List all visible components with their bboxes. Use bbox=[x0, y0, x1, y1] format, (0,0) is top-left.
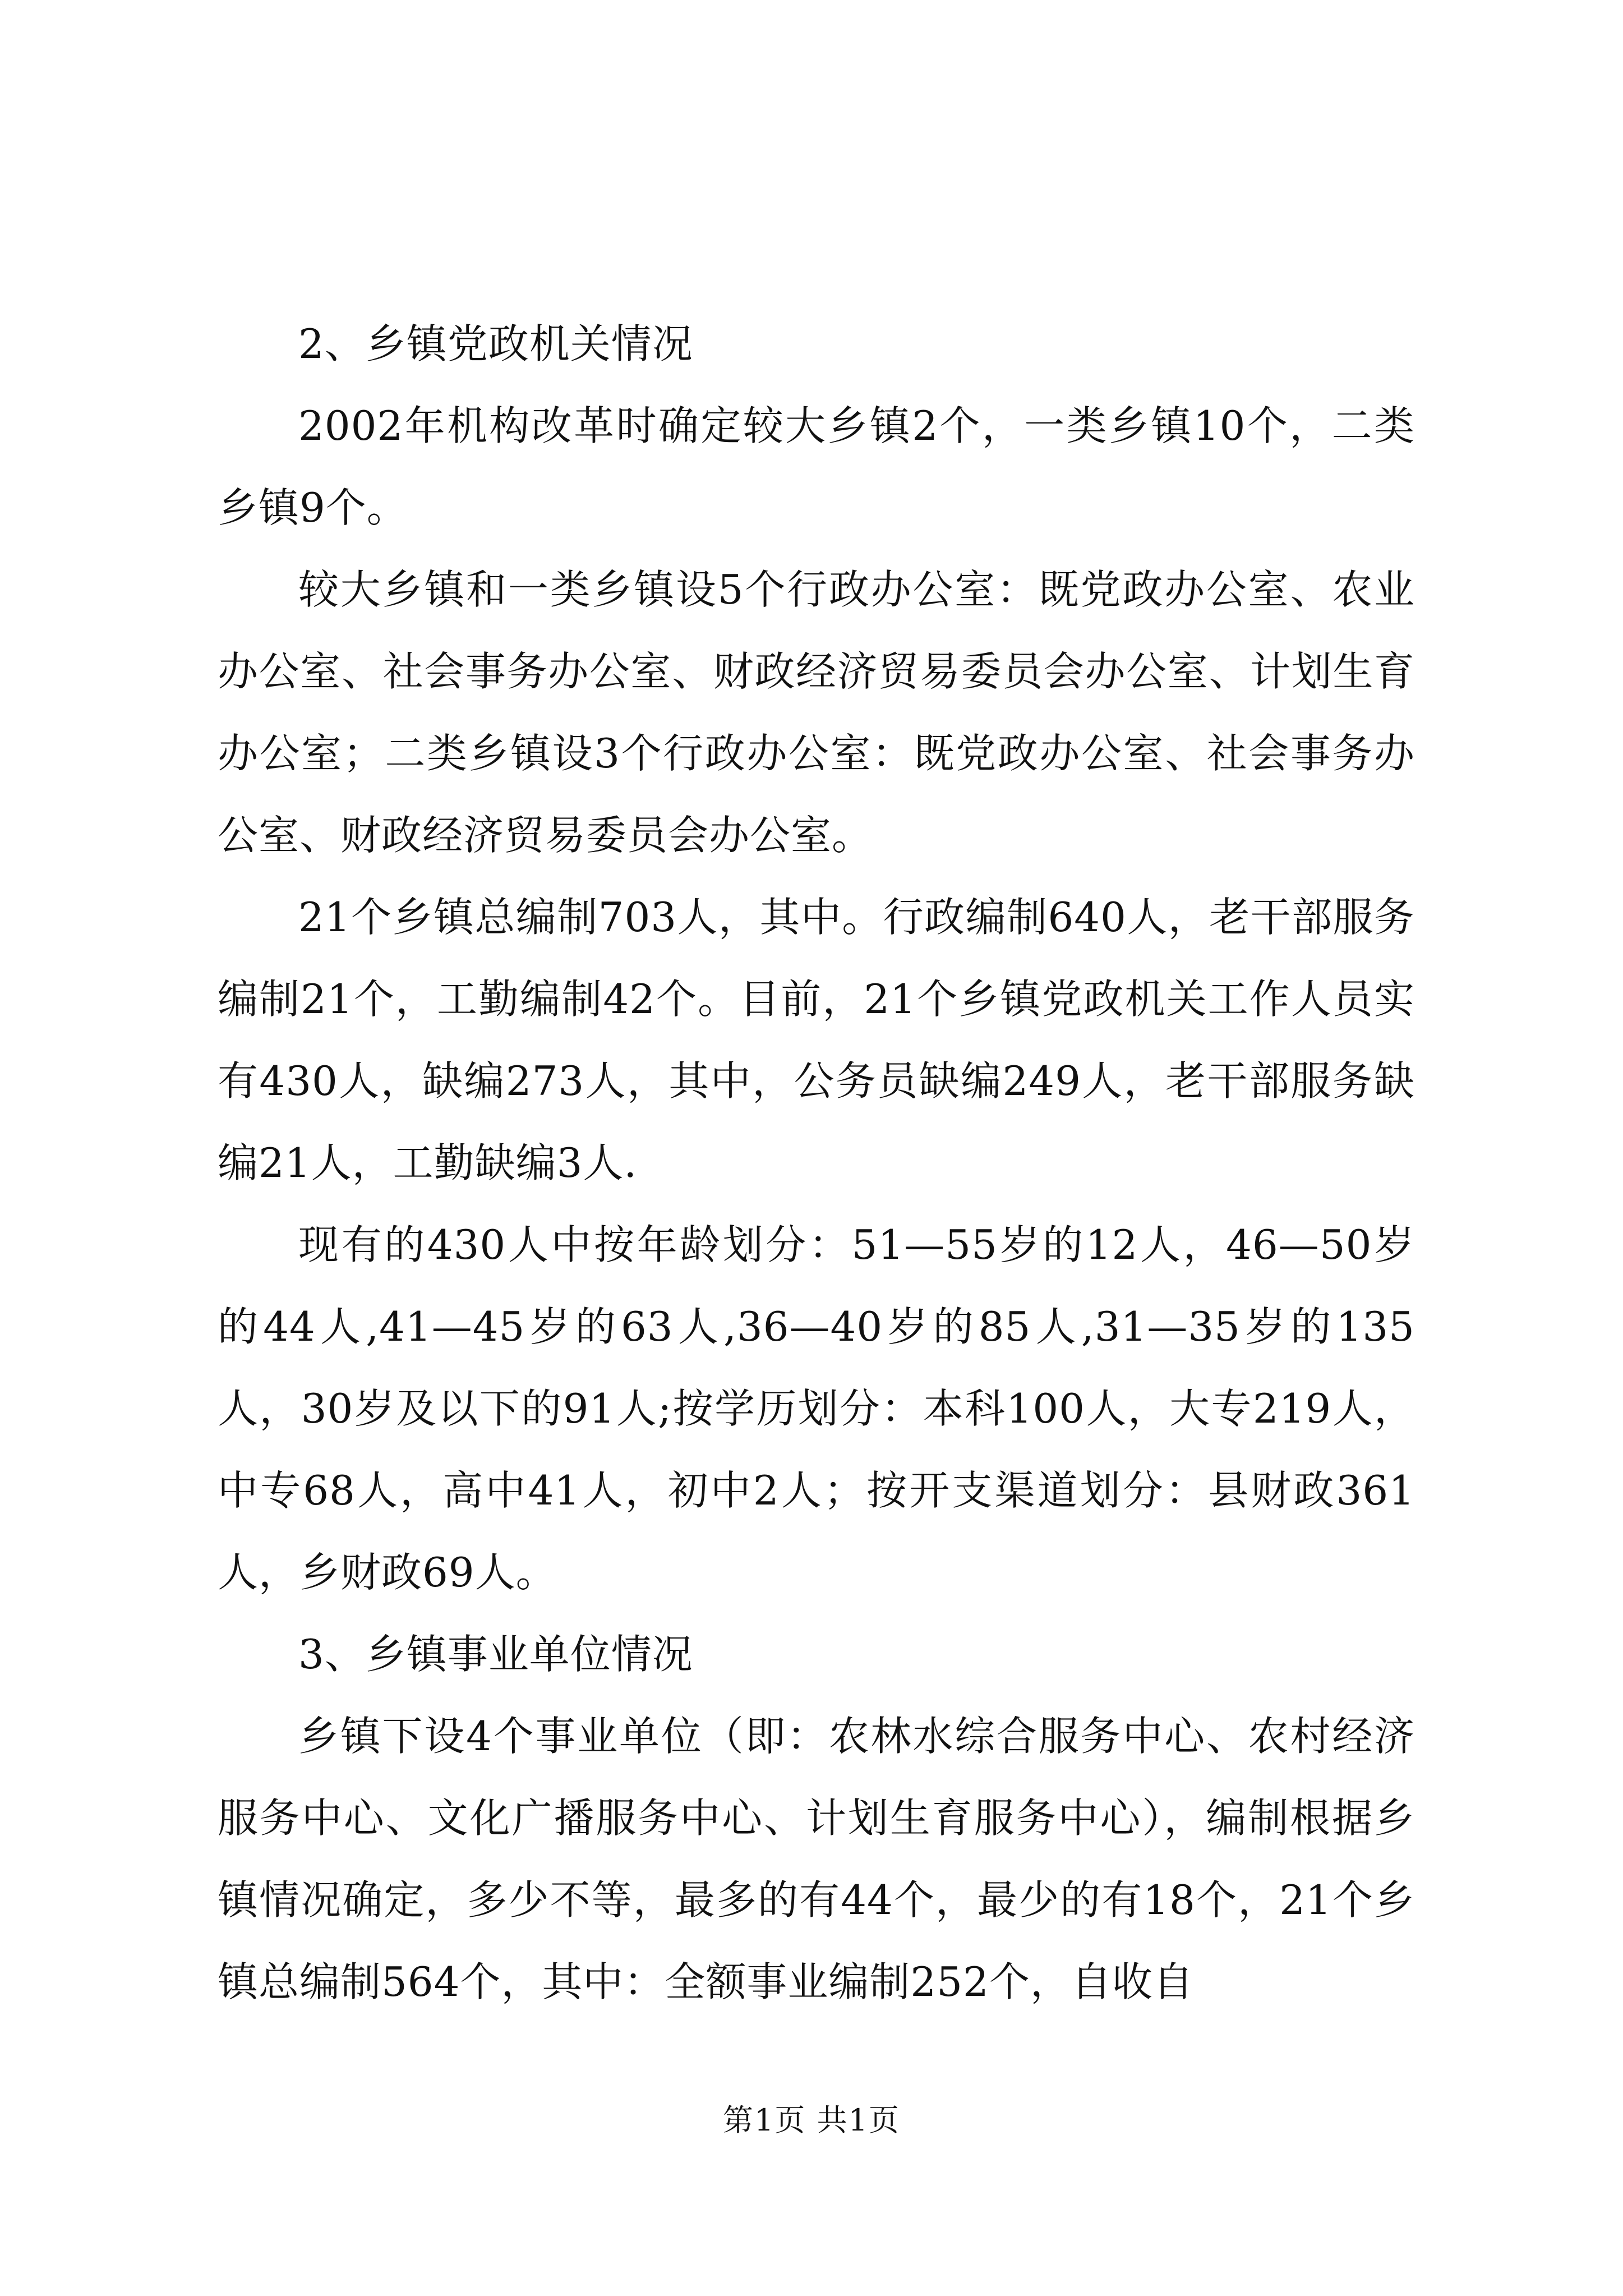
page-footer: 第1页 共1页 bbox=[723, 2102, 900, 2138]
document-body bbox=[218, 303, 1415, 2023]
paragraph-public-institutions: 乡镇下设4个事业单位（即：农林水综合服务中心、农村经济服务中心、文化广播服务中心、计划生育服务中心），编制根据乡镇情况确定，多少不等，最多的有44个，最少的有18个，21个乡镇总编制564个，其中：全额事业编制252个，自收自 bbox=[218, 1713, 1415, 2005]
paragraph-staffing: 21个乡镇总编制703人，其中。行政编制640人，老干部服务编制21个，工勤编制42个。目前，21个乡镇党政机关工作人员实有430人，缺编273人，其中，公务员缺编249人，老干部服务缺编21人，工勤缺编3人. bbox=[218, 894, 1415, 1186]
paragraph-reform-count: 2002年机构改革时确定较大乡镇2个，一类乡镇10个，二类乡镇9个。 bbox=[218, 402, 1415, 531]
paragraph-offices: 较大乡镇和一类乡镇设5个行政办公室：既党政办公室、农业办公室、社会事务办公室、财政经济贸易委员会办公室、计划生育办公室；二类乡镇设3个行政办公室：既党政办公室、社会事务办公室、财政经济贸易委员会办公室。 bbox=[218, 566, 1415, 859]
section-heading-3: 3、乡镇事业单位情况 bbox=[298, 1631, 693, 1678]
section-heading-2: 2、乡镇党政机关情况 bbox=[298, 320, 693, 367]
paragraph-age-education: 现有的430人中按年龄划分：51—55岁的12人，46—50岁的44人,41—45岁的63人,36—40岁的85人,31—35岁的135人，30岁及以下的91人;按学历划分：本科100人，大专219人，中专68人，高中41人，初中2人；按开支渠道划分：县财政361人，乡财政69人。 bbox=[218, 1221, 1415, 1596]
